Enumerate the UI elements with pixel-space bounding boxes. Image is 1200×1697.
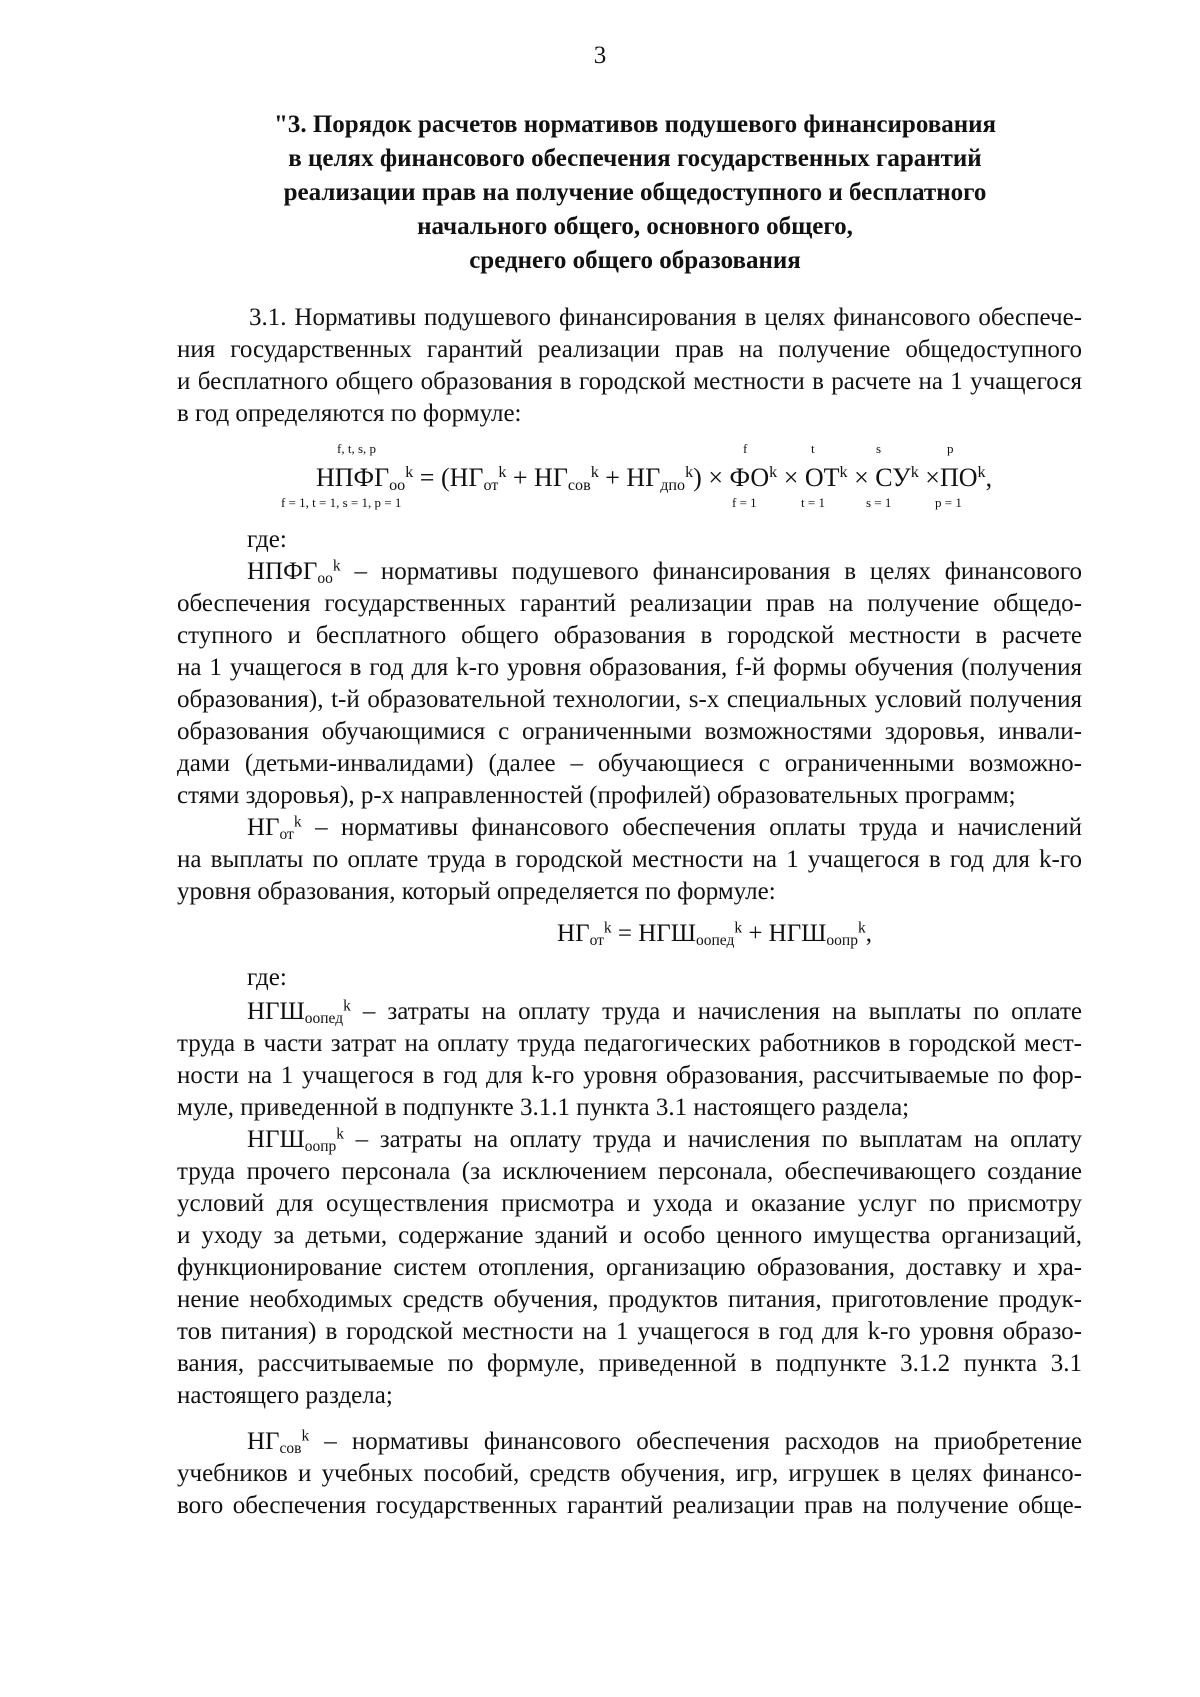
formula-superscript: k — [498, 464, 507, 482]
formula-text: × — [777, 463, 805, 492]
text-line: вого обеспечения государственных гарантий реализации прав на получение обще- — [177, 1492, 1082, 1519]
heading-line: "3. Порядок расчетов нормативов подушевого финансирования — [273, 111, 997, 138]
formula-symbol: НГШ — [247, 1126, 305, 1153]
text-line: ступного и бесплатного общего образования в городской местности в расчете — [177, 622, 1082, 649]
heading-line: начального общего, основного общего, — [417, 213, 853, 240]
text-line: ности на 1 учащегося в год для k-го уровня образования, рассчитываемые по фор- — [177, 1062, 1082, 1089]
formula-superscript: k — [977, 464, 986, 482]
text-line: и бесплатного общего образования в городской местности в расчете на 1 учащегося — [177, 368, 1082, 395]
formula-subscript: сов — [567, 477, 591, 495]
formula-upper-index: f, t, s, p — [337, 441, 376, 456]
formula-symbol: НГ — [247, 814, 280, 841]
formula-text: + НГ — [598, 463, 661, 492]
formula-superscript: k — [857, 919, 866, 937]
formula-symbol: ПО — [939, 463, 978, 492]
formula-subscript: оопр — [826, 931, 858, 949]
definition-ngsh-oopr — [177, 1124, 1082, 1412]
heading-line: реализации прав на получение общедоступного и бесплатного — [283, 179, 987, 206]
text-line: и уходу за детьми, содержание зданий и особо ценного имущества организаций, — [177, 1222, 1082, 1249]
formula-lower-index: f = 1, t = 1, s = 1, p = 1 — [281, 495, 402, 510]
text-line — [177, 1124, 1082, 1156]
formula-symbol: ОТ — [804, 463, 840, 492]
text-line: вания, рассчитываемые по формуле, приведенной в подпункте 3.1.2 пункта 3.1 — [177, 1350, 1082, 1377]
formula-symbol: НГ — [557, 920, 590, 947]
formula-main-line — [316, 462, 992, 494]
text-line: стями здоровья), p-х направленностей (профилей) образовательных программ; — [177, 782, 1016, 809]
definition-text: – затраты на оплату труда и начисления по выплатам на оплату — [344, 1126, 1082, 1153]
text-line: функционирование систем отопления, организацию образования, доставку и хра- — [177, 1254, 1082, 1281]
formula-superscript: k — [603, 919, 612, 937]
text-line: тов питания) в городской местности на 1 учащегося в год для k-го уровня образо- — [177, 1318, 1082, 1345]
spacer — [177, 1412, 1082, 1426]
formula-upper-index: t — [811, 441, 815, 456]
formula-symbol: ФО — [729, 463, 770, 492]
formula-superscript: k — [910, 464, 919, 482]
formula-subscript: оопр — [304, 1137, 337, 1155]
text-line: труда прочего персонала (за исключением персонала, обеспечивающего создание — [177, 1158, 1082, 1185]
formula-lower-index: s = 1 — [866, 495, 892, 510]
text-line: дами (детьми-инвалидами) (далее – обучающиеся с ограниченными возможно- — [177, 750, 1082, 777]
page-number: 3 — [593, 42, 607, 69]
text-line: образования обучающимися с ограниченными возможностями здоровья, инвали- — [177, 718, 1082, 745]
formula-subscript: оо — [389, 477, 406, 495]
section-heading — [210, 108, 1060, 278]
formula-lower-index: p = 1 — [935, 495, 962, 510]
formula-symbol: НПФГ — [316, 463, 390, 492]
text-line — [177, 812, 1082, 844]
heading-line: в целях финансового обеспечения государственных гарантий — [288, 145, 982, 172]
formula-subscript: сов — [279, 1439, 302, 1457]
text-line: муле, приведенной в подпункте 3.1.1 пункта 3.1 настоящего раздела; — [177, 1094, 910, 1121]
formula-subscript: оопед — [304, 1009, 344, 1027]
formula-text: , — [865, 920, 872, 947]
formula-symbol: НГ — [247, 1428, 280, 1455]
formula-superscript: k — [590, 464, 599, 482]
text-line: учебников и учебных пособий, средств обучения, игр, игрушек в целях финансо- — [177, 1460, 1082, 1487]
formula-superscript: k — [301, 1427, 310, 1445]
formula-subscript: от — [483, 477, 499, 495]
paragraph-3-1 — [177, 302, 1082, 430]
formula-subscript: оо — [317, 569, 333, 587]
text-line — [177, 1426, 1082, 1458]
text-line: условий для осуществления присмотра и ухода и оказание услуг по присмотру — [177, 1190, 1082, 1217]
formula-upper-index: s — [876, 441, 882, 456]
formula-superscript: k — [734, 919, 743, 937]
where-label: где: — [247, 526, 287, 553]
formula-superscript: k — [685, 464, 694, 482]
document-body — [177, 302, 1082, 1522]
text-line: уровня образования, который определяется по формуле: — [177, 878, 776, 905]
formula-subscript: оопед — [695, 931, 735, 949]
formula-upper-index: p — [947, 441, 954, 456]
formula-superscript: k — [405, 464, 414, 482]
text-line — [177, 556, 1082, 588]
formula-upper-index: f — [743, 441, 748, 456]
text-line: нение необходимых средств обучения, продуктов питания, приготовление продук- — [177, 1286, 1082, 1313]
definition-ngsov — [177, 1426, 1082, 1522]
formula-text: + НГШ — [742, 920, 827, 947]
text-line — [177, 996, 1082, 1028]
formula-superscript: k — [293, 813, 302, 831]
text-line: на 1 учащегося в год для k-го уровня образования, f-й формы обучения (получения — [177, 654, 1082, 681]
formula-superscript: k — [769, 464, 778, 482]
text-line: ния государственных гарантий реализации прав на получение общедоступного — [177, 336, 1082, 363]
formula-npfg — [177, 438, 1082, 520]
formula-superscript: k — [343, 997, 351, 1015]
definition-text: – нормативы финансового обеспечения расходов на приобретение — [309, 1428, 1082, 1455]
formula-subscript: от — [279, 825, 294, 843]
formula-subscript: дпо — [660, 477, 686, 495]
formula-text: = НГШ — [611, 920, 696, 947]
formula-lower-index: t = 1 — [801, 495, 825, 510]
formula-superscript: k — [336, 1125, 345, 1143]
formula-symbol: НГШ — [247, 998, 305, 1025]
definition-npfg — [177, 556, 1082, 812]
definition-text: – нормативы подушевого финансирования в целях финансового — [340, 558, 1082, 585]
definition-text: – нормативы финансового обеспечения оплаты труда и начислений — [301, 814, 1082, 841]
formula-ngot — [177, 918, 1082, 950]
text-line: на выплаты по оплате труда в городской местности на 1 учащегося в год для k-го — [177, 846, 1082, 873]
where-label: где: — [247, 964, 287, 991]
heading-line: среднего общего образования — [469, 247, 801, 274]
formula-text: × — [918, 463, 940, 492]
text-line: в год определяются по формуле: — [177, 400, 522, 427]
formula-superscript: k — [839, 464, 848, 482]
text-line: настоящего раздела; — [177, 1382, 393, 1409]
formula-text: ) × — [693, 463, 730, 492]
formula-superscript: k — [332, 557, 341, 575]
formula-subscript: от — [589, 931, 604, 949]
formula-symbol: СУ — [875, 463, 911, 492]
formula-lower-index: f = 1 — [732, 495, 757, 510]
text-line: образования), t-й образовательной технологии, s-х специальных условий получения — [177, 686, 1082, 713]
definition-ngsh-ooped — [177, 996, 1082, 1124]
text-line: труда в части затрат на оплату труда педагогических работников в городской мест- — [177, 1030, 1082, 1057]
formula-text: + НГ — [506, 463, 568, 492]
formula-text: × — [847, 463, 876, 492]
definition-text: – затраты на оплату труда и начисления на выплаты по оплате — [350, 998, 1082, 1025]
formula-symbol: НПФГ — [247, 558, 318, 585]
formula-text: , — [985, 463, 993, 492]
text-line: обеспечения государственных гарантий реализации прав на получение общедо- — [177, 590, 1082, 617]
text-line: 3.1. Нормативы подушевого финансирования в целях финансового обеспече- — [249, 304, 1082, 331]
definition-ngot — [177, 812, 1082, 908]
formula-text: = (НГ — [413, 463, 484, 492]
